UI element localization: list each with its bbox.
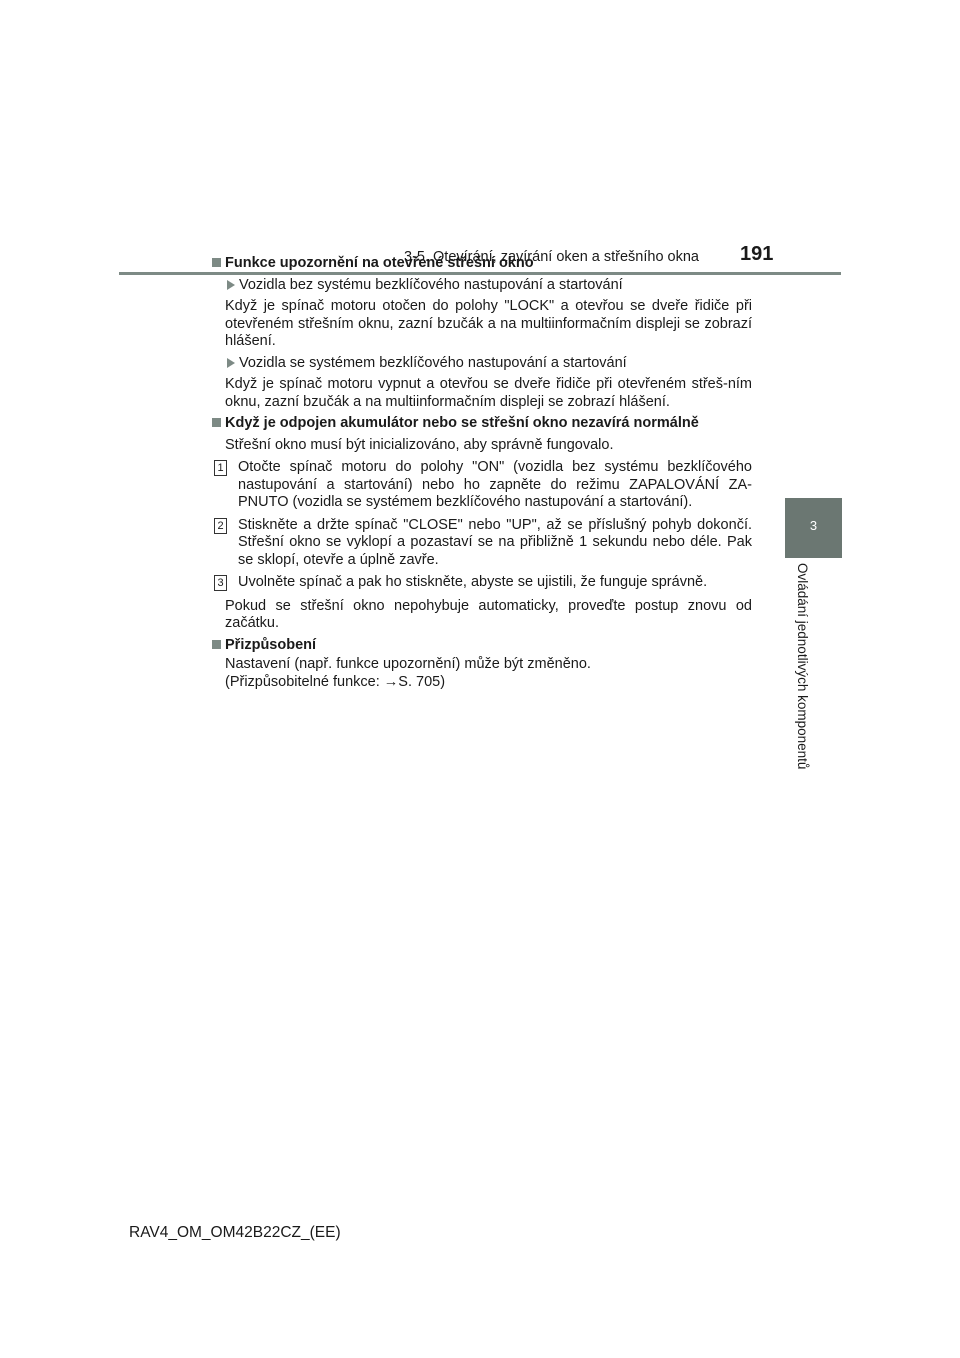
paragraph: Když je spínač motoru vypnut a otevřou se dveře řidiče při otevřeném střeš-ním oknu, zazní bzučák a na multiinformačním displeji se zobrazí hlášení. [225, 376, 752, 410]
square-bullet-icon [212, 258, 221, 267]
subheading [212, 277, 752, 295]
step-number-box: 3 [214, 575, 227, 591]
section-heading-text: Když je odpojen akumulátor nebo se střešní okno nezavírá normálně [225, 415, 699, 431]
step-text: Otočte spínač motoru do polohy "ON" (vozidla bez systému bezklíčového nastupování a startování) nebo ho zapněte do režimu ZAPALOVÁNÍ ZA-PNUTO (vozidla se systémem bezklíčového nastupování a startování). [238, 459, 752, 510]
step-text: Stiskněte a držte spínač "CLOSE" nebo "UP", až se příslušný pohyb dokončí. Střešní okno se vyklopí a pozastaví se na přibližně 1 sekundu nebo déle. Pak se sklopí, otevře a úplně zavře. [238, 516, 752, 568]
step-number-box: 2 [214, 518, 227, 534]
paragraph: (Přizpůsobitelné funkce: →S. 705) [225, 673, 446, 690]
triangle-bullet-icon [227, 280, 235, 290]
chapter-title-vertical [792, 563, 816, 770]
section-heading [212, 415, 752, 433]
document-code: RAV4_OM_OM42B22CZ_(EE) [129, 1224, 341, 1241]
page-number: 191 [740, 243, 774, 265]
paragraph: Pokud se střešní okno nepohybuje automaticky, proveďte postup znovu od začátku. [225, 597, 752, 631]
subheading [212, 355, 752, 373]
page-header-title: 3-5. Otevírání, zavírání oken a střešního okna [404, 249, 699, 265]
paragraph: Střešní okno musí být inicializováno, aby správně fungovalo. [225, 436, 614, 453]
chapter-title-text: Ovládání jednotlivých komponentů [795, 563, 810, 770]
subheading-text: Vozidla bez systému bezklíčového nastupování a startování [239, 276, 623, 293]
main-content [212, 255, 752, 691]
subheading-text: Vozidla se systémem bezklíčového nastupování a startování [239, 354, 627, 371]
square-bullet-icon [212, 640, 221, 649]
section-heading-text: Funkce upozornění na otevřené střešní okno [225, 255, 534, 271]
chapter-number: 3 [809, 518, 818, 533]
section-heading [212, 637, 752, 655]
section-heading [212, 255, 752, 273]
paragraph: Když je spínač motoru otočen do polohy "LOCK" a otevřou se dveře řidiče při otevřeném střešním oknu, zazní bzučák a na multiinformačním displeji se zobrazí hlášení. [225, 298, 752, 349]
step-text: Uvolněte spínač a pak ho stiskněte, abyste se ujistili, že funguje správně. [238, 574, 708, 590]
step-number-box: 1 [214, 460, 227, 476]
section-heading-text: Přizpůsobení [225, 636, 317, 653]
step-item [212, 574, 752, 592]
chapter-tab [785, 498, 842, 558]
step-item [212, 517, 752, 570]
step-item [212, 459, 752, 512]
square-bullet-icon [212, 418, 221, 427]
paragraph: Nastavení (např. funkce upozornění) může být změněno. [225, 656, 591, 672]
triangle-bullet-icon [227, 358, 235, 368]
